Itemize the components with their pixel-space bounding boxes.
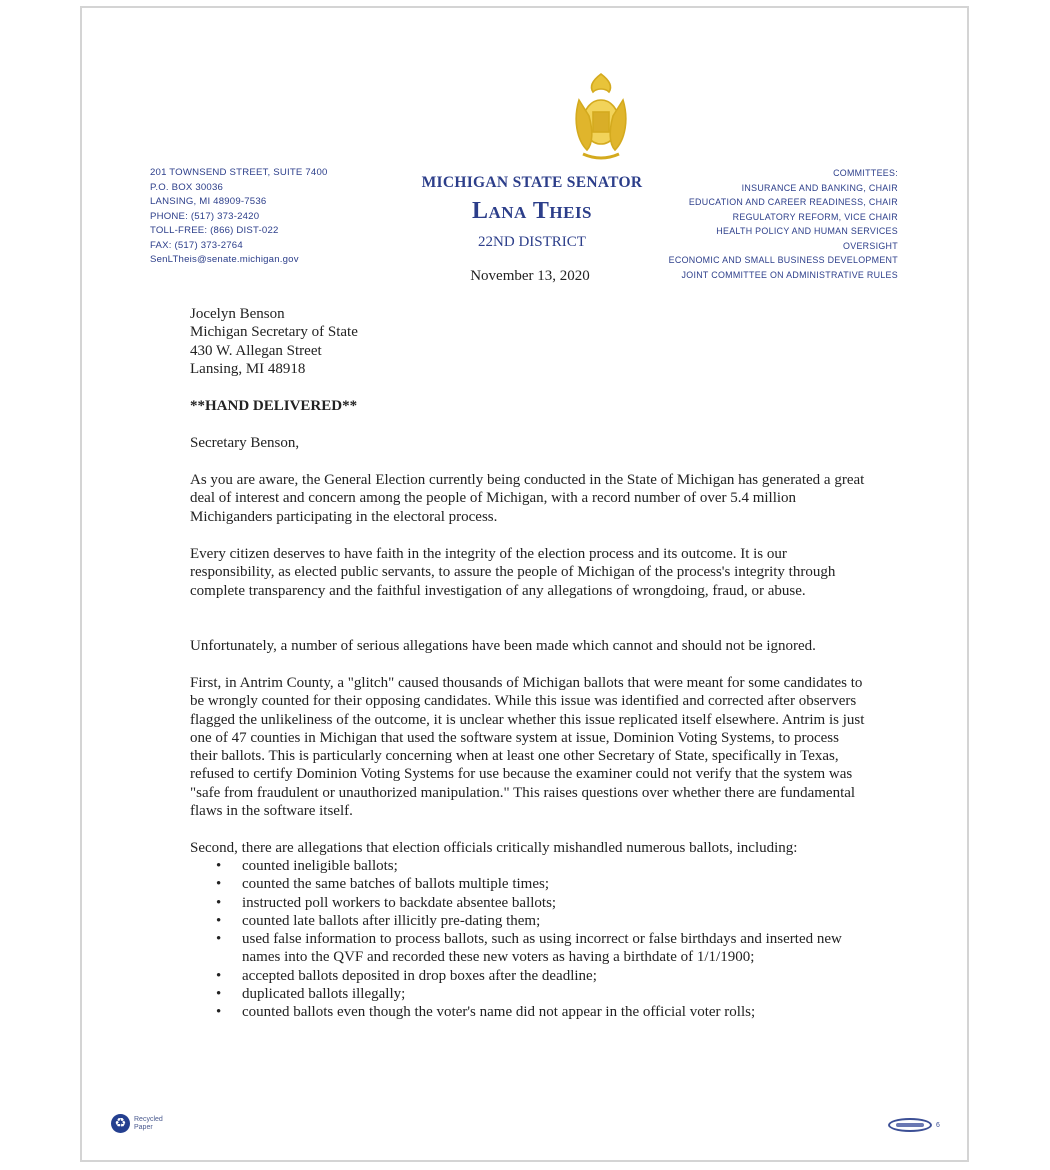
committee-line: OVERSIGHT — [843, 240, 898, 251]
committee-line: EDUCATION AND CAREER READINESS, CHAIR — [688, 197, 898, 207]
recipient-line: Lansing, MI 48918 — [190, 360, 306, 377]
address-line: 201 TOWNSEND STREET, SUITE 7400 — [150, 167, 328, 178]
list-item: • accepted ballots deposited in drop boxes after the deadline; — [190, 967, 870, 985]
michigan-state-seal-icon — [571, 70, 631, 166]
recipient-line: 430 W. Allegan Street — [190, 342, 322, 359]
district-label: 22ND DISTRICT — [478, 234, 586, 250]
list-item: • duplicated ballots illegally; — [190, 985, 870, 1003]
paragraph: As you are aware, the General Election currently being conducted in the State of Michigan has generated a great deal of interest and concern among the people of Michigan, with a record number of over 5.4 million Michiganders participating in the electoral process. — [190, 472, 865, 525]
committees-heading: COMMITTEES: — [833, 168, 898, 178]
committees-block — [669, 166, 898, 282]
committee-line: HEALTH POLICY AND HUMAN SERVICES — [716, 226, 898, 236]
email-address: SenLTheis@senate.michigan.gov — [150, 254, 299, 265]
recipient-address — [190, 305, 358, 378]
committee-line: INSURANCE AND BANKING, CHAIR — [741, 182, 898, 193]
list-item: • counted ineligible ballots; — [190, 857, 870, 875]
recipient-line: Jocelyn Benson — [190, 306, 285, 322]
list-item: • counted late ballots after illicitly pre-dating them; — [190, 912, 870, 930]
address-line: LANSING, MI 48909-7536 — [150, 196, 267, 207]
letter-date: November 13, 2020 — [470, 268, 590, 284]
committee-line: REGULATORY REFORM, VICE CHAIR — [732, 211, 898, 222]
committee-line: ECONOMIC AND SMALL BUSINESS DEVELOPMENT — [668, 255, 898, 265]
address-line: PHONE: (517) 373-2420 — [150, 210, 260, 222]
paragraph: Unfortunately, a number of serious allegations have been made which cannot and should not be ignored. — [190, 638, 816, 654]
hand-delivered-note: **HAND DELIVERED** — [190, 398, 358, 414]
allegations-list — [190, 857, 870, 1022]
recycled-paper-mark — [111, 1114, 163, 1133]
committee-line: JOINT COMMITTEE ON ADMINISTRATIVE RULES — [681, 269, 898, 280]
union-bug-mark — [888, 1118, 940, 1132]
paragraph: Every citizen deserves to have faith in the integrity of the election process and its outcome. It is our responsibility, as elected public servants, to assure the people of Michigan of the process's integrity through complete transparency and the faithful investigation of any allegations of wrongdoing, fraud, or abuse. — [190, 546, 836, 599]
list-item: • used false information to process ballots, such as using incorrect or false birthdays and inserted new names into the QVF and recorded these new voters as having a birthdate of 1/1/1900; — [190, 930, 870, 967]
address-line: FAX: (517) 373-2764 — [150, 239, 243, 251]
union-bug-number: 6 — [936, 1121, 940, 1129]
salutation: Secretary Benson, — [190, 435, 300, 451]
list-item: • counted the same batches of ballots multiple times; — [190, 875, 870, 893]
recycled-label-line: Recycled — [134, 1115, 163, 1123]
address-line: TOLL-FREE: (866) DIST-022 — [150, 225, 279, 236]
union-label-icon — [888, 1118, 932, 1132]
recipient-line: Michigan Secretary of State — [190, 324, 358, 341]
list-item: • counted ballots even though the voter's name did not appear in the official voter rolls; — [190, 1003, 870, 1021]
address-line: P.O. BOX 30036 — [150, 181, 224, 193]
office-address-block — [150, 166, 328, 268]
paragraph: Second, there are allegations that election officials critically mishandled numerous ballots, including: — [190, 840, 798, 856]
recycle-icon: ♻ — [111, 1114, 130, 1133]
paragraph: First, in Antrim County, a "glitch" caused thousands of Michigan ballots that were meant for some candidates to be wrongly counted for their opposing candidates. While this issue was identified and corrected after observers flagged the unlikeliness of the outcome, it is unclear whether this issue replicated itself elsewhere. Antrim is just one of 47 counties in Michigan that used the software system at issue, Dominion Voting Systems, to process their ballots. This is particularly concerning when at least one other Secretary of State, specifically in Texas, refused to certify Dominion Voting Systems for use because the examiner could not verify that the system was "safe from fraudulent or unauthorized manipulation." This raises questions over whether there are fundamental flaws in the software itself. — [190, 675, 865, 820]
list-item: • instructed poll workers to backdate absentee ballots; — [190, 894, 870, 912]
senator-name: Lana Theis — [471, 198, 593, 224]
recycled-paper-label — [134, 1116, 163, 1132]
senator-title: MICHIGAN STATE SENATOR — [421, 174, 643, 191]
recycled-label-line: Paper — [134, 1123, 153, 1131]
